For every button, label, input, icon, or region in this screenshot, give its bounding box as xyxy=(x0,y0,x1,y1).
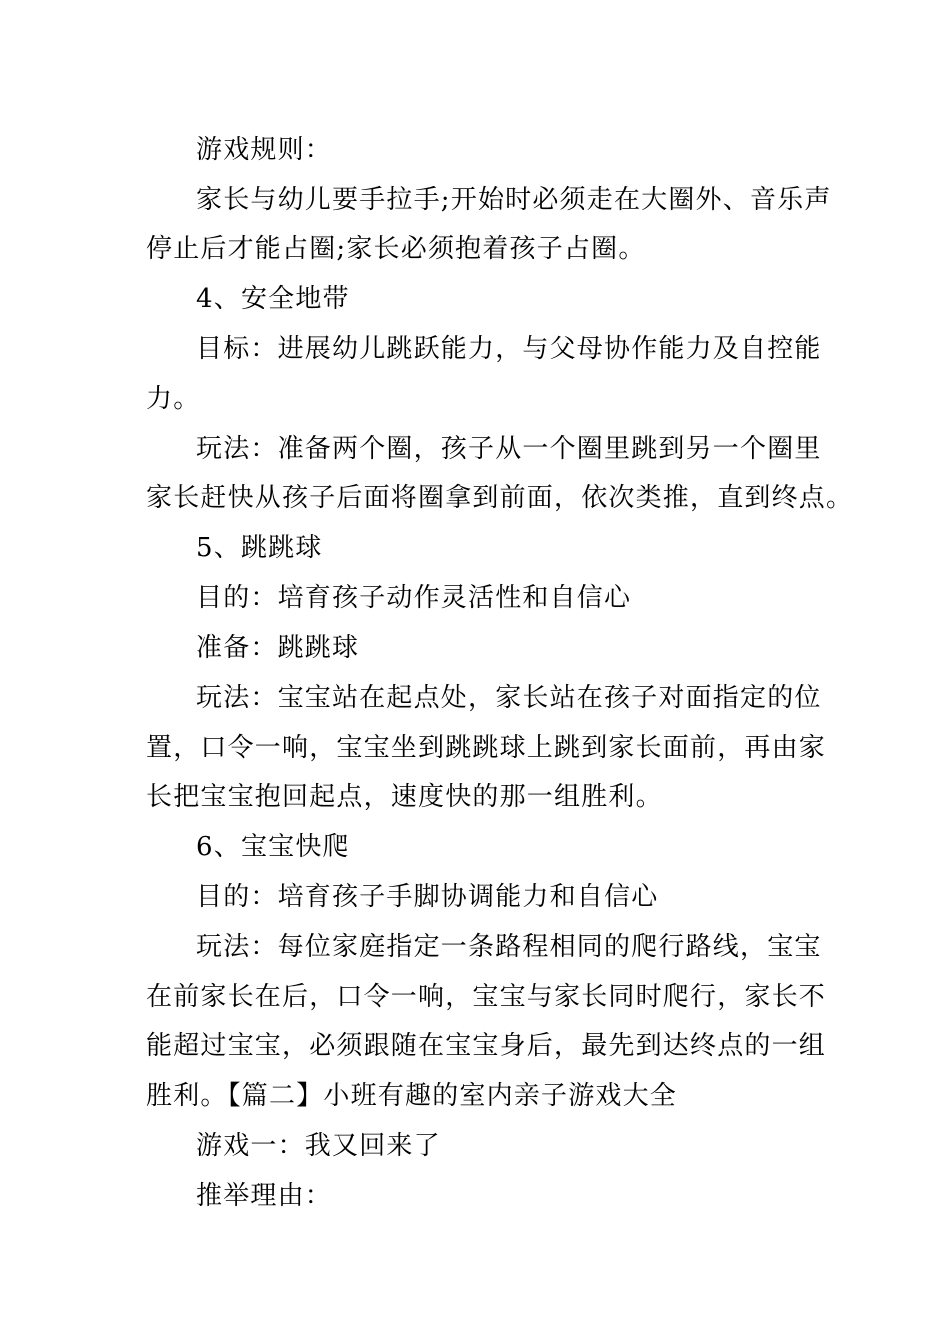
paragraph-line: 力。 xyxy=(146,384,201,414)
paragraph-line: 目标：进展幼儿跳跃能力，与父母协作能力及自控能 xyxy=(196,334,822,364)
paragraph-line: 目的：培育孩子手脚协调能力和自信心 xyxy=(196,882,659,912)
paragraph-line: 置，口令一响，宝宝坐到跳跳球上跳到家长面前，再由家 xyxy=(146,733,827,763)
paragraph-line: 目的：培育孩子动作灵活性和自信心 xyxy=(196,583,632,613)
section-heading-5: 5、跳跳球 xyxy=(196,533,323,563)
paragraph-line: 玩法：宝宝站在起点处，家长站在孩子对面指定的位 xyxy=(196,683,822,713)
game-one-heading: 游戏一：我又回来了 xyxy=(196,1131,441,1161)
paragraph-line: 家长与幼儿要手拉手;开始时必须走在大圈外、音乐声 xyxy=(196,185,832,215)
section-heading-4: 4、安全地带 xyxy=(196,284,350,314)
paragraph-line: 玩法：准备两个圈，孩子从一个圈里跳到另一个圈里 xyxy=(196,434,822,464)
paragraph-line: 能超过宝宝，必须跟随在宝宝身后，最先到达终点的一组 xyxy=(146,1031,827,1061)
paragraph-line: 长把宝宝抱回起点，速度快的那一组胜利。 xyxy=(146,782,663,812)
paragraph-line: 胜利。【篇二】小班有趣的室内亲子游戏大全 xyxy=(146,1081,678,1111)
paragraph-line: 在前家长在后，口令一响，宝宝与家长同时爬行，家长不 xyxy=(146,982,827,1012)
paragraph-line: 家长赶快从孩子后面将圈拿到前面，依次类推，直到终点。 xyxy=(146,483,854,513)
section-heading-6: 6、宝宝快爬 xyxy=(196,832,350,862)
paragraph-line: 停止后才能占圈;家长必须抱着孩子占圈。 xyxy=(146,234,646,264)
rules-heading: 游戏规则： xyxy=(196,135,333,165)
recommendation-heading: 推举理由： xyxy=(196,1181,333,1211)
paragraph-line: 准备：跳跳球 xyxy=(196,633,360,663)
paragraph-line: 玩法：每位家庭指定一条路程相同的爬行路线，宝宝 xyxy=(196,932,822,962)
